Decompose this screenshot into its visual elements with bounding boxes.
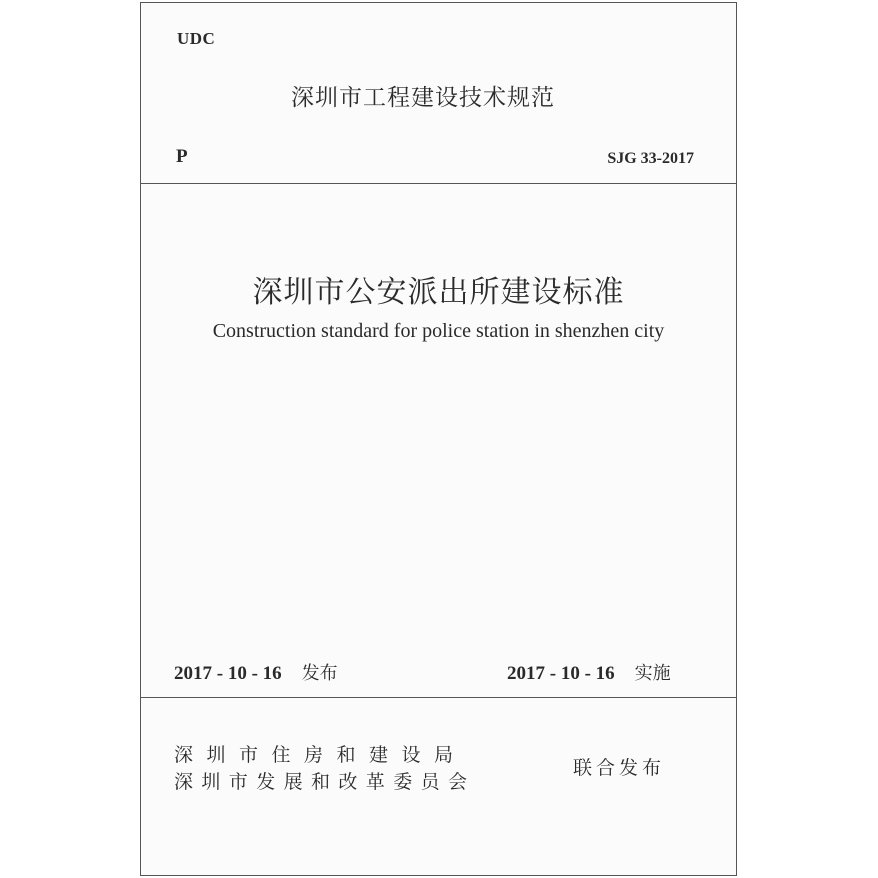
bottom-divider (141, 697, 736, 698)
classification-letter: P (176, 146, 188, 167)
book-cover (140, 2, 737, 876)
issue-date: 2017 - 10 - 16 (174, 663, 282, 684)
joint-issue-label: 联合发布 (573, 757, 666, 779)
series-title: 深圳市工程建设技术规范 (291, 85, 555, 111)
issue-label: 发布 (301, 663, 338, 684)
effective-label: 实施 (634, 663, 671, 684)
issuer-development-commission: 深圳市发展和改革委员会 (174, 771, 476, 793)
udc-label: UDC (177, 29, 216, 48)
title-chinese: 深圳市公安派出所建设标准 (252, 275, 625, 310)
effective-date-line (507, 659, 671, 685)
issue-date-line (174, 659, 338, 685)
effective-date: 2017 - 10 - 16 (507, 663, 615, 684)
issuer-housing-bureau: 深圳市住房和建设局 (174, 744, 467, 766)
title-english: Construction standard for police station in shenzhen city (212, 320, 665, 342)
top-divider (141, 183, 736, 184)
standard-code: SJG 33-2017 (607, 150, 694, 167)
